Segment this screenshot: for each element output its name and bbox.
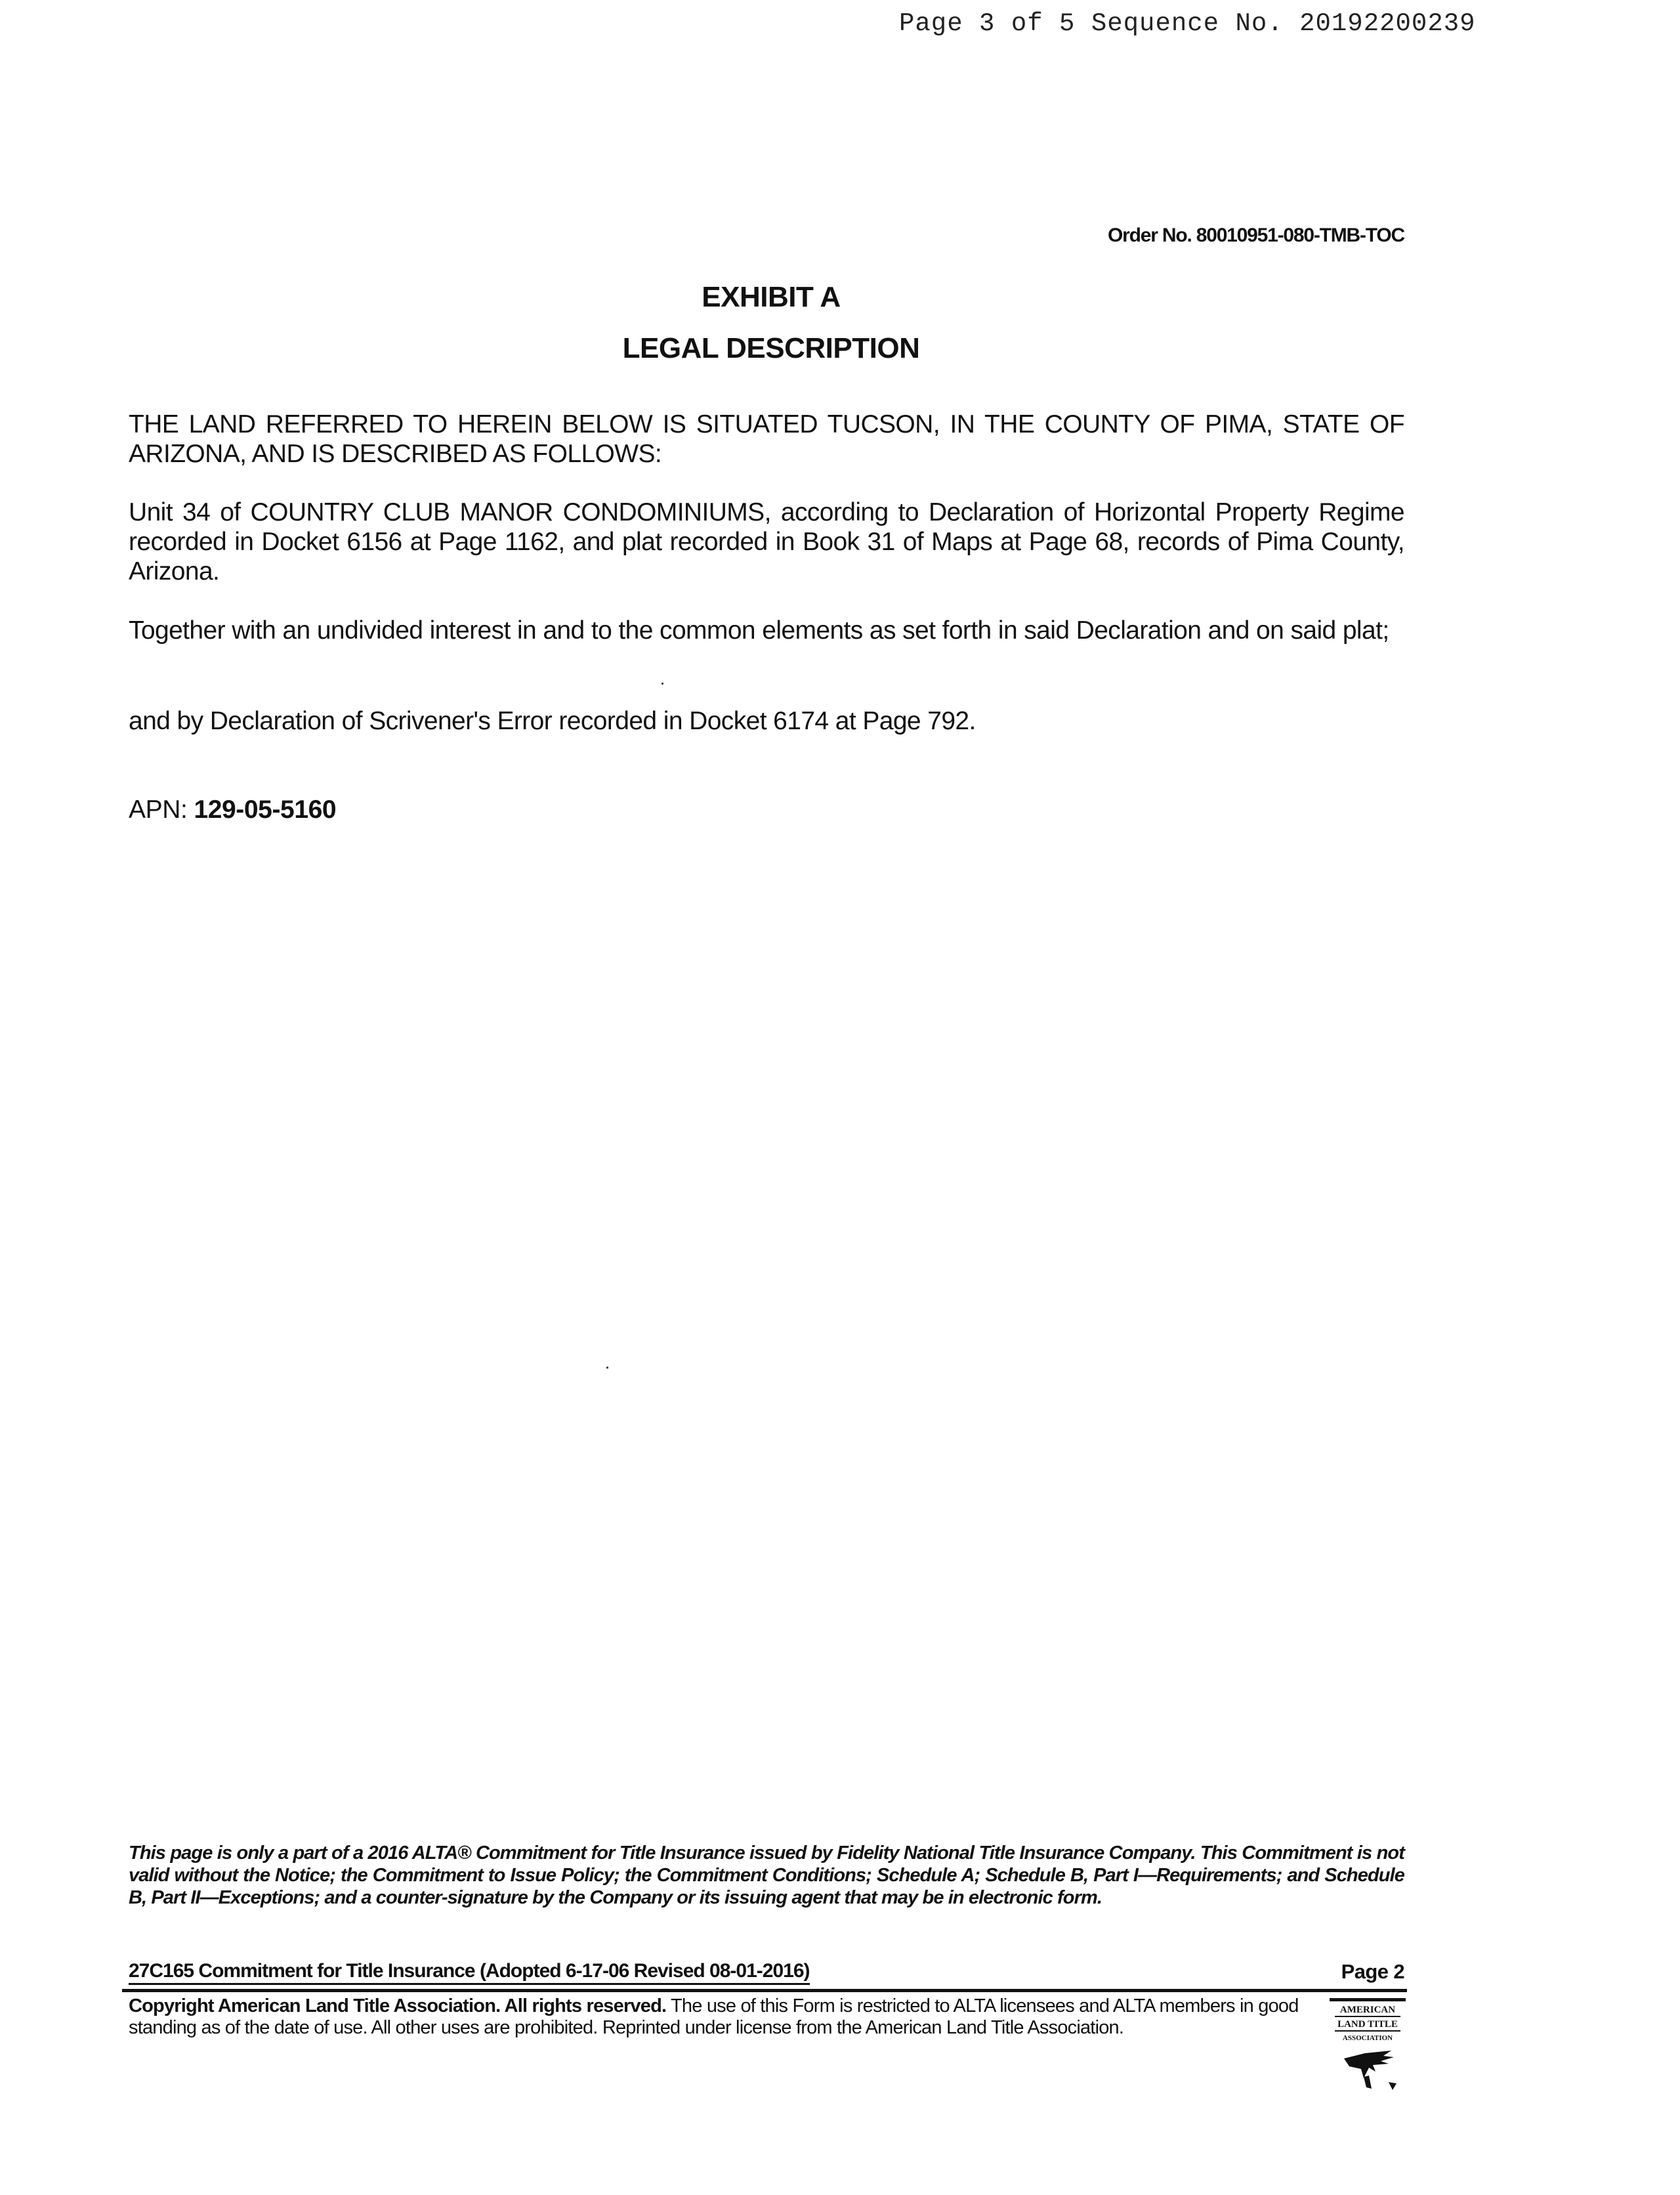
- apn-label: APN:: [129, 796, 188, 824]
- logo-text-line: AMERICAN: [1339, 2005, 1396, 2015]
- scan-speck: [606, 1367, 608, 1369]
- scrivener-error-paragraph: and by Declaration of Scrivener's Error recorded in Docket 6174 at Page 792.: [129, 707, 976, 735]
- situated-paragraph: THE LAND REFERRED TO HEREIN BELOW IS SITUATED TUCSON, IN THE COUNTY OF PIMA, STATE OF ARIZONA, AND IS DESCRIBED AS FOLLOWS:: [129, 410, 1404, 468]
- alta-eagle-logo-icon: [1326, 1998, 1410, 2097]
- footer-divider: [122, 1989, 1407, 1992]
- order-number: Order No. 80010951-080-TMB-TOC: [1108, 224, 1404, 246]
- copyright-body: The use of this Form is restricted to ALTA licensees and ALTA members in good standing as of the date of use. All other uses are prohibited. Reprinted under license from the American Land Title Association.: [129, 1995, 1299, 2038]
- apn-value: 129-05-5160: [194, 796, 337, 824]
- copyright-notice: [129, 1995, 1310, 2039]
- apn-line: [129, 796, 336, 824]
- eagle-mark: [1344, 2051, 1396, 2090]
- logo-text-line: ASSOCIATION: [1342, 2034, 1393, 2042]
- logo-text-line: LAND TITLE: [1337, 2019, 1398, 2030]
- common-elements-paragraph: Together with an undivided interest in and to the common elements as set forth in said Declaration and on said plat;: [129, 616, 1389, 645]
- scan-speck: [662, 683, 663, 685]
- commitment-disclaimer-note: This page is only a part of a 2016 ALTA® Commitment for Title Insurance issued by Fidelity National Title Insurance Company. This Commitment is not valid without the Notice; the Commitment to Issue Policy; the Commitment Conditions; Schedule A; Schedule B, Part I—Requirements; and Schedule B, Part II—Exceptions; and a counter-signature by the Company or its issuing agent that may be in electronic form.: [129, 1843, 1404, 1908]
- copyright-lead: Copyright American Land Title Association. All rights reserved.: [129, 1995, 667, 2016]
- unit-description-paragraph: Unit 34 of COUNTRY CLUB MANOR CONDOMINIUMS, according to Declaration of Horizontal Property Regime recorded in Docket 6156 at Page 1162, and plat recorded in Book 31 of Maps at Page 68, records of Pima County, Arizona.: [129, 498, 1404, 586]
- exhibit-title: EXHIBIT A: [702, 281, 841, 313]
- page-sequence-stamp: Page 3 of 5 Sequence No. 20192200239: [899, 9, 1476, 38]
- legal-description-title: LEGAL DESCRIPTION: [622, 332, 920, 364]
- footer-page-number: Page 2: [1341, 1960, 1404, 1983]
- form-identifier: 27C165 Commitment for Title Insurance (Adopted 6-17-06 Revised 08-01-2016): [129, 1960, 810, 1985]
